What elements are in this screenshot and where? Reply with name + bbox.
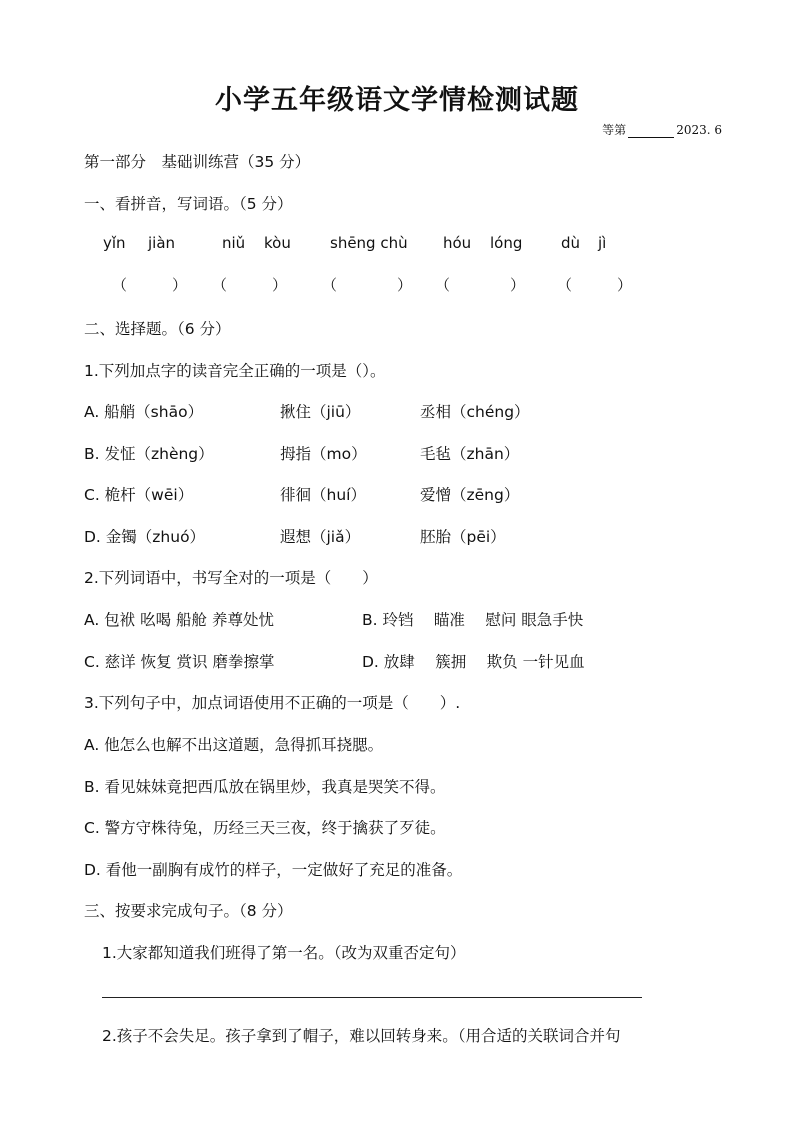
pinyin-1a: yǐn: [103, 234, 126, 252]
section3-heading: 三、按要求完成句子。（8 分）: [84, 902, 293, 920]
pinyin-4a: hóu: [443, 234, 472, 252]
pinyin-5a: dù: [561, 234, 581, 252]
q3-option-c: C. 警方守株待兔，历经三天三夜，终于擒获了歹徒。: [84, 819, 446, 837]
q1-option-b-1: B. 发怔（zhèng）: [84, 445, 214, 463]
answer-box-5[interactable]: （ ）: [557, 276, 633, 294]
section2-heading: 二、选择题。（6 分）: [84, 320, 231, 338]
q3-option-a: A. 他怎么也解不出这道题，急得抓耳挠腮。: [84, 736, 384, 754]
q2-option-b: B. 玲铛 瞄准 慰问 眼急手快: [362, 611, 584, 629]
q1-option-a-1: A. 船艄（shāo）: [84, 403, 204, 421]
q2-option-d: D. 放肆 簇拥 欺负 一针见血: [362, 653, 585, 671]
pinyin-5b: jì: [598, 234, 607, 252]
q1-option-c-1: C. 桅杆（wēi）: [84, 486, 194, 504]
q2-option-a: A. 包袱 吆喝 船舱 养尊处忧: [84, 611, 274, 629]
pinyin-4b: lóng: [490, 234, 523, 252]
pinyin-2b: kòu: [264, 234, 291, 252]
answer-line[interactable]: [102, 997, 642, 998]
answer-box-4[interactable]: （ ）: [435, 276, 526, 294]
q1-stem: 1.下列加点字的读音完全正确的一项是（）。: [84, 362, 386, 380]
date-line: [602, 121, 722, 138]
q2-stem: 2.下列词语中，书写全对的一项是（ ）: [84, 569, 378, 587]
answer-box-3[interactable]: （ ）: [322, 276, 413, 294]
s3-q2: 2.孩子不会失足。孩子拿到了帽子，难以回转身来。（用合适的关联词合并句: [102, 1027, 621, 1045]
pinyin-3: shēng chù: [330, 234, 408, 252]
page-title: 小学五年级语文学情检测试题: [215, 85, 579, 116]
q1-option-a-2: 揪住（jiū）: [280, 403, 361, 421]
q1-option-d-2: 遐想（jiǎ）: [280, 528, 361, 546]
q1-option-a-3: 丞相（chéng）: [420, 403, 530, 421]
q3-option-d: D. 看他一副胸有成竹的样子，一定做好了充足的准备。: [84, 861, 463, 879]
pinyin-2a: niǔ: [222, 234, 246, 252]
q1-option-b-2: 拇指（mo）: [280, 445, 367, 463]
q1-option-d-3: 胚胎（pēi）: [420, 528, 506, 546]
q1-option-d-1: D. 金镯（zhuó）: [84, 528, 206, 546]
q3-stem: 3.下列句子中，加点词语使用不正确的一项是（ ）.: [84, 694, 461, 712]
grade-blank[interactable]: [628, 125, 674, 138]
part1-heading: 第一部分 基础训练营（35 分）: [84, 153, 311, 171]
pinyin-1b: jiàn: [148, 234, 176, 252]
q1-option-b-3: 毛毡（zhān）: [420, 445, 520, 463]
grade-label: 等第: [602, 123, 627, 137]
answer-box-1[interactable]: （ ）: [112, 276, 188, 294]
q2-option-c: C. 慈详 恢复 赏识 磨拳擦掌: [84, 653, 275, 671]
exam-date: 2023. 6: [676, 123, 722, 137]
answer-box-2[interactable]: （ ）: [212, 276, 288, 294]
s3-q1: 1.大家都知道我们班得了第一名。（改为双重否定句）: [102, 944, 466, 962]
q3-option-b: B. 看见妹妹竟把西瓜放在锅里炒，我真是哭笑不得。: [84, 778, 446, 796]
q1-option-c-3: 爱憎（zēng）: [420, 486, 520, 504]
section1-heading: 一、看拼音，写词语。（5 分）: [84, 195, 293, 213]
q1-option-c-2: 徘徊（huí）: [280, 486, 366, 504]
